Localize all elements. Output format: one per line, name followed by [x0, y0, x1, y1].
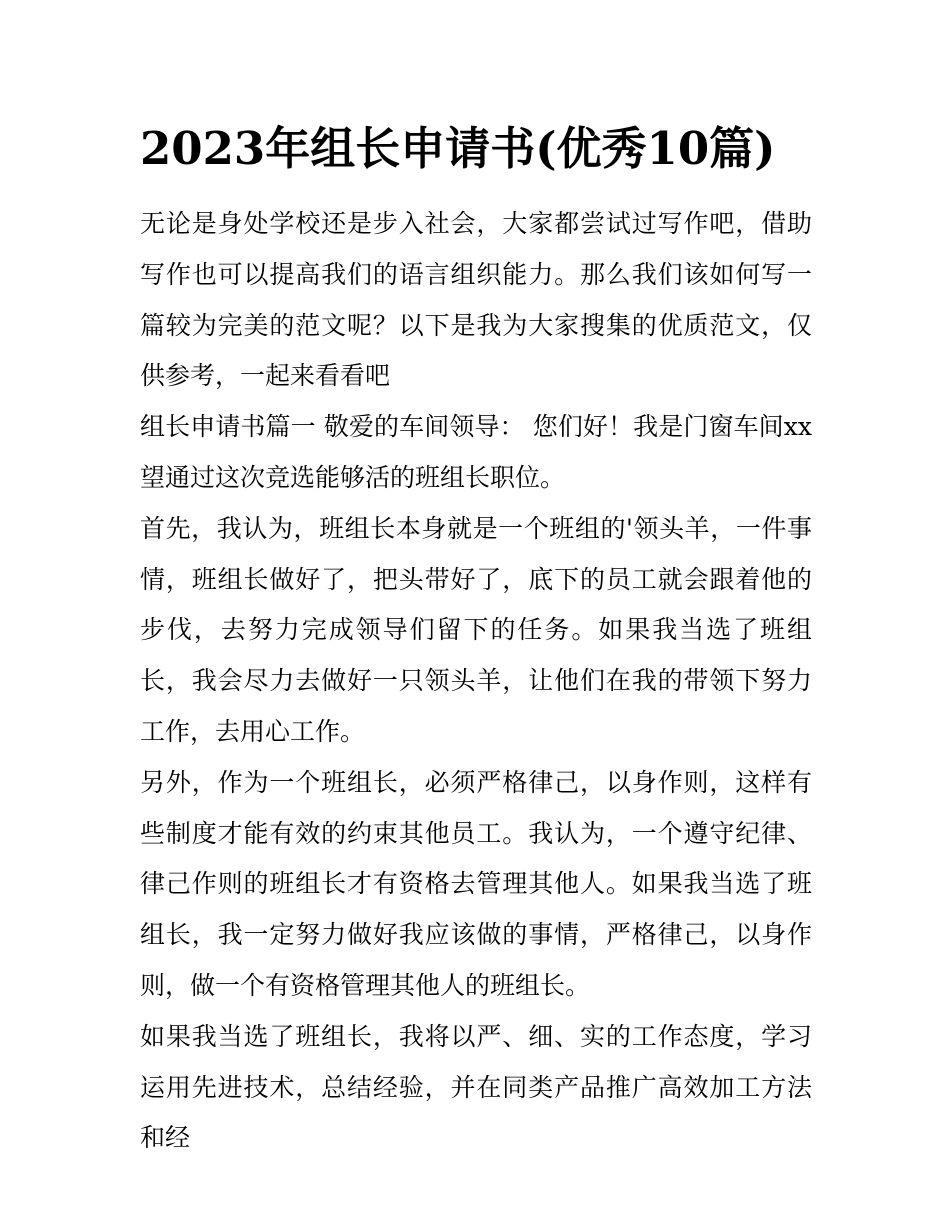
- paragraph-3: 另外，作为一个班组长，必须严格律己，以身作则，这样有些制度才能有效的约束其他员工。我认为，一个遵守纪律、律己作则的班组长才有资格去管理其他人。如果我当选了班组长，我一定努力做好我应该做的事情，严格律己，以身作则，做一个有资格管理其他人的班组长。: [140, 767, 812, 1000]
- document-title: 2023年组长申请书(优秀10篇): [140, 122, 776, 175]
- paragraph-4: 如果我当选了班组长，我将以严、细、实的工作态度，学习运用先进技术，总结经验，并在同类产品推广高效加工方法和经: [140, 1021, 812, 1153]
- document-body: [140, 199, 812, 1164]
- paragraph-1: 组长申请书篇一 敬爱的车间领导： 您们好！我是门窗车间xx望通过这次竞选能够活的班组长职位。: [140, 412, 812, 492]
- paragraph-2: 首先，我认为，班组长本身就是一个班组的'领头羊，一件事情，班组长做好了，把头带好了，底下的员工就会跟着他的步伐，去努力完成领导们留下的任务。如果我当选了班组长，我会尽力去做好一只领头羊，让他们在我的带领下努力工作，去用心工作。: [140, 513, 812, 746]
- paragraph-intro: 无论是身处学校还是步入社会，大家都尝试过写作吧，借助写作也可以提高我们的语言组织能力。那么我们该如何写一篇较为完美的范文呢？以下是我为大家搜集的优质范文，仅供参考，一起来看看吧: [140, 209, 812, 391]
